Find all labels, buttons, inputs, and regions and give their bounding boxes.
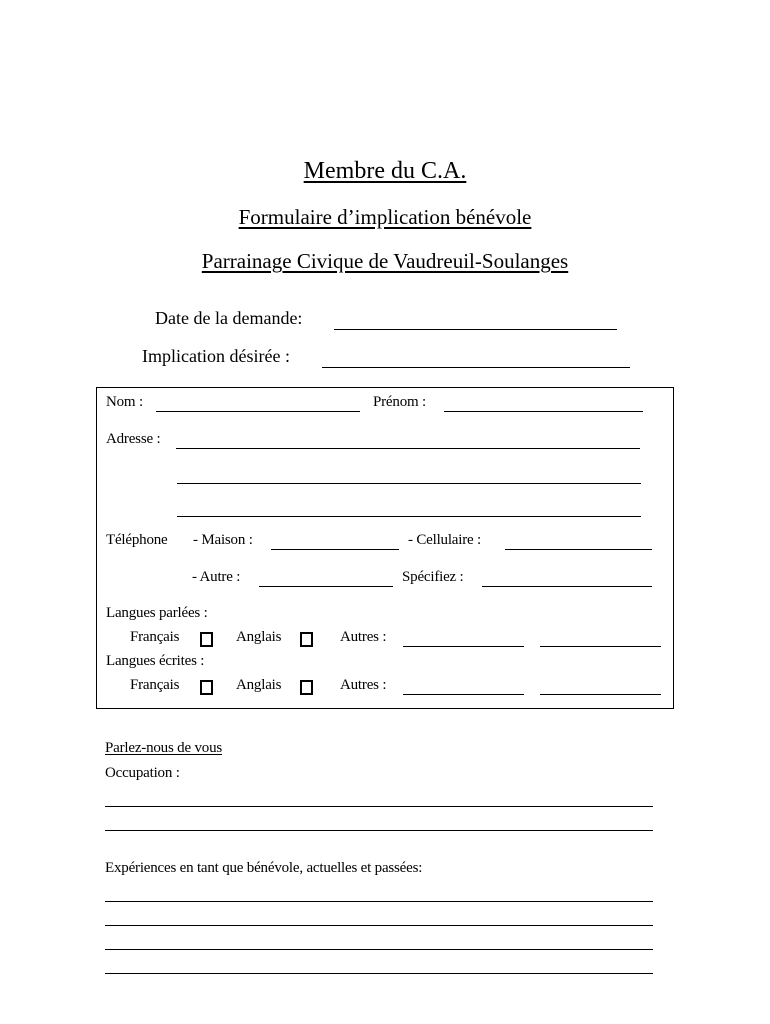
spoken-francais-label: Français bbox=[130, 629, 180, 645]
spoken-anglais-label: Anglais bbox=[236, 629, 282, 645]
telephone-label: Téléphone bbox=[106, 532, 168, 548]
adresse-field-3[interactable] bbox=[177, 516, 641, 517]
specifiez-field[interactable] bbox=[482, 586, 652, 587]
autre-phone-field[interactable] bbox=[259, 586, 393, 587]
adresse-field-1[interactable] bbox=[176, 448, 640, 449]
experience-field-2[interactable] bbox=[105, 925, 653, 926]
written-languages-label: Langues écrites : bbox=[106, 653, 205, 669]
adresse-field-2[interactable] bbox=[177, 483, 641, 484]
cellulaire-field[interactable] bbox=[505, 549, 652, 550]
written-anglais-checkbox[interactable] bbox=[300, 680, 313, 695]
occupation-label: Occupation : bbox=[105, 765, 180, 781]
experience-field-1[interactable] bbox=[105, 901, 653, 902]
date-field[interactable] bbox=[334, 329, 617, 330]
occupation-field-2[interactable] bbox=[105, 830, 653, 831]
experience-field-4[interactable] bbox=[105, 973, 653, 974]
spoken-francais-checkbox[interactable] bbox=[200, 632, 213, 647]
cellulaire-label: - Cellulaire : bbox=[408, 532, 482, 548]
adresse-label: Adresse : bbox=[106, 431, 161, 447]
date-label: Date de la demande: bbox=[155, 308, 303, 328]
prenom-field[interactable] bbox=[444, 411, 643, 412]
experience-label: Expériences en tant que bénévole, actuelles et passées: bbox=[105, 860, 423, 876]
maison-field[interactable] bbox=[271, 549, 399, 550]
experience-field-3[interactable] bbox=[105, 949, 653, 950]
about-heading: Parlez-nous de vous bbox=[105, 740, 223, 756]
spoken-autres-label: Autres : bbox=[340, 629, 387, 645]
maison-label: - Maison : bbox=[193, 532, 253, 548]
written-autres-field-1[interactable] bbox=[403, 694, 524, 695]
form-subtitle: Formulaire d’implication bénévole bbox=[238, 205, 532, 229]
spoken-autres-field-1[interactable] bbox=[403, 646, 524, 647]
written-autres-label: Autres : bbox=[340, 677, 387, 693]
written-francais-label: Français bbox=[130, 677, 180, 693]
implication-label: Implication désirée : bbox=[142, 346, 290, 366]
occupation-field-1[interactable] bbox=[105, 806, 653, 807]
specifiez-label: Spécifiez : bbox=[402, 569, 464, 585]
written-autres-field-2[interactable] bbox=[540, 694, 661, 695]
written-anglais-label: Anglais bbox=[236, 677, 282, 693]
organization-name: Parrainage Civique de Vaudreuil-Soulanges bbox=[201, 249, 569, 273]
spoken-anglais-checkbox[interactable] bbox=[300, 632, 313, 647]
autre-phone-label: - Autre : bbox=[192, 569, 241, 585]
nom-field[interactable] bbox=[156, 411, 360, 412]
nom-label: Nom : bbox=[106, 394, 143, 410]
spoken-autres-field-2[interactable] bbox=[540, 646, 661, 647]
written-francais-checkbox[interactable] bbox=[200, 680, 213, 695]
form-title: Membre du C.A. bbox=[303, 158, 467, 184]
implication-field[interactable] bbox=[322, 367, 630, 368]
prenom-label: Prénom : bbox=[373, 394, 426, 410]
spoken-languages-label: Langues parlées : bbox=[106, 605, 208, 621]
